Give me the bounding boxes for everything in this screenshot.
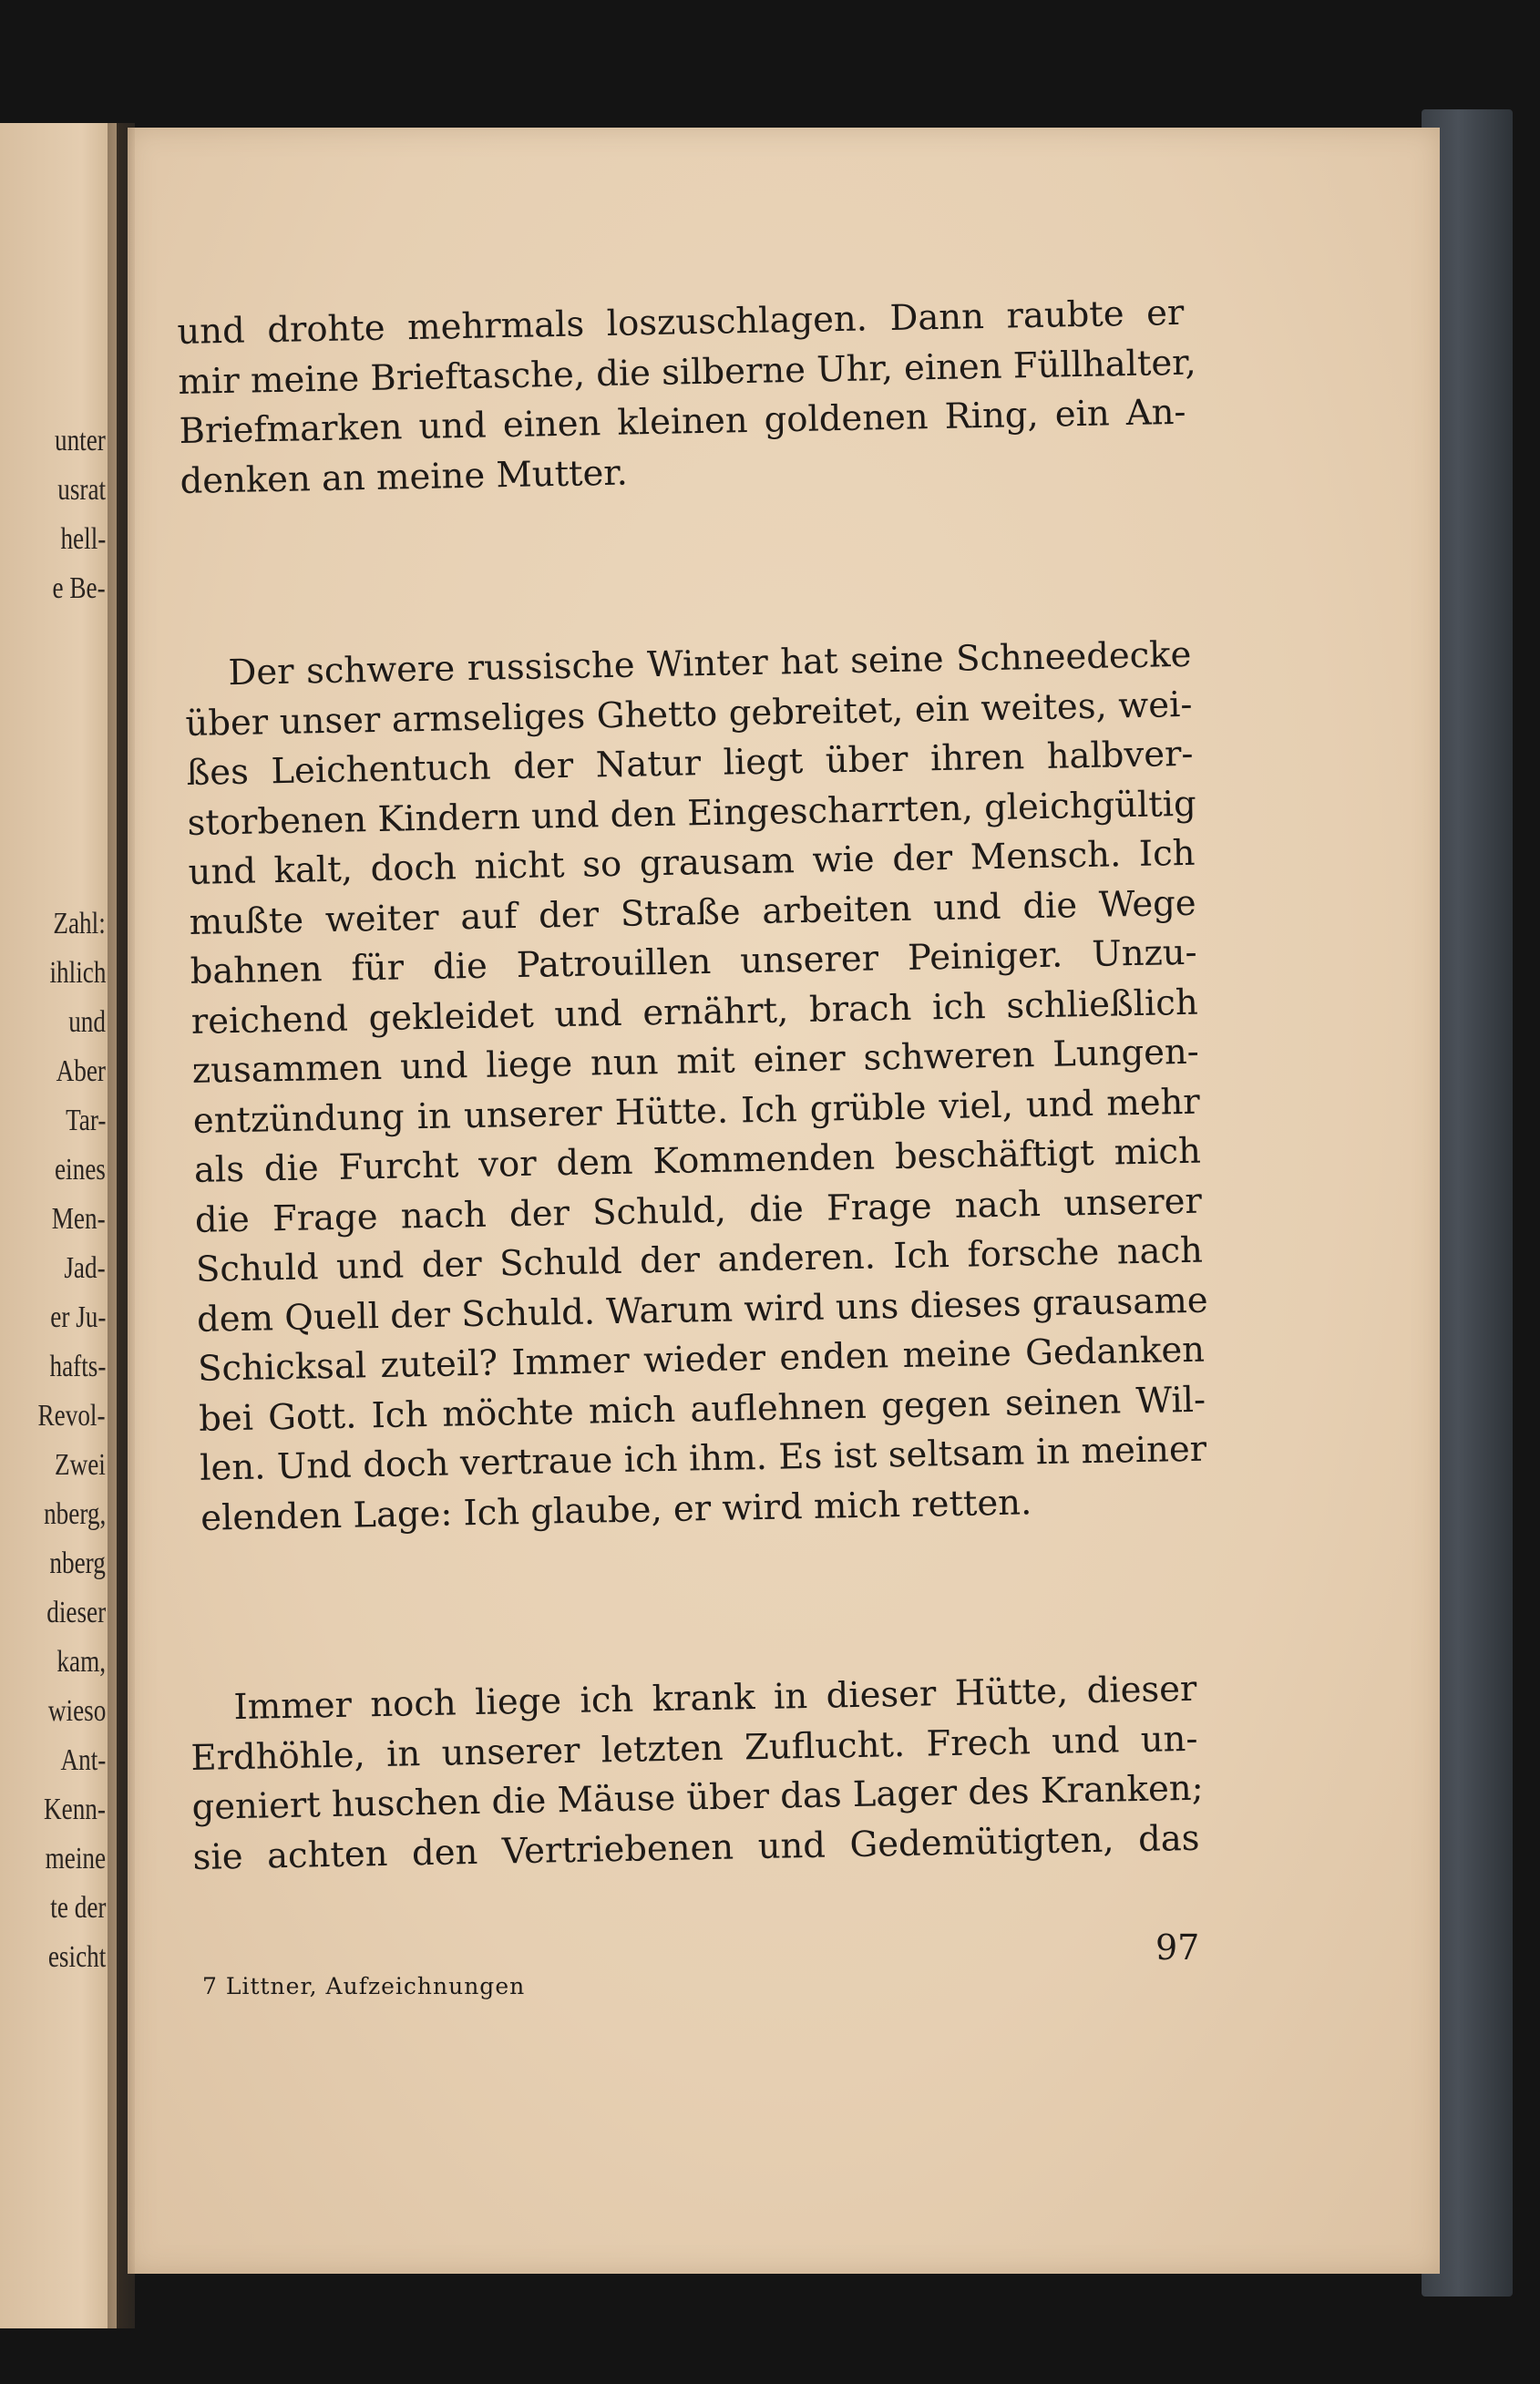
previous-page-fragment: Aber [56,1054,106,1088]
text-line: storbenen Kindern und den Eingescharrten, gleichgültig [187,783,1197,844]
text-line: len. Und doch vertraue ich ihm. Es ist seltsam in meiner [199,1428,1207,1489]
previous-page-fragment: usrat [57,473,106,507]
previous-page-fragment: nberg, [43,1497,106,1531]
previous-page-fragment: hafts- [49,1350,106,1383]
page-number: 97 [1155,1927,1200,1968]
text-line: denken an meine Mutter. [180,452,629,502]
text-line: sie achten den Vertriebenen und Gedemütigten, das [192,1817,1200,1878]
text-line: elenden Lage: Ich glaube, er wird mich retten. [200,1481,1032,1539]
previous-page-fragment: meine [45,1842,106,1875]
text-line: über unser armseliges Ghetto gebreitet, ein weites, wei- [185,683,1193,745]
text-line: zusammen und liege nun mit einer schweren Lungen- [191,1031,1200,1092]
previous-page-fragment: eines [55,1153,106,1187]
text-line: und kalt, doch nicht so grausam wie der Mensch. Ich [188,832,1196,893]
book-page [128,128,1440,2274]
text-line: ßes Leichentuch der Natur liegt über ihren halbver- [186,733,1194,794]
text-line: Immer noch liege ich krank in dieser Hütte, dieser [233,1668,1197,1729]
text-line: die Frage nach der Schuld, die Frage nach unserer [194,1180,1203,1241]
previous-page-fragment: ihlich [49,956,106,990]
text-line: Briefmarken und einen kleinen goldenen Ring, ein An- [179,391,1186,452]
text-line: dem Quell der Schuld. Warum wird uns dieses grausame [196,1279,1208,1341]
previous-page-fragment: esicht [47,1940,106,1974]
previous-page-fragment: dieser [46,1596,106,1629]
previous-page-fragment: Kenn- [44,1793,106,1826]
previous-page-fragment: er Ju- [49,1300,106,1334]
previous-page-fragment: Zahl: [53,907,106,940]
spine-gutter [108,123,135,2328]
previous-page-fragment: kam, [56,1645,106,1679]
previous-page-fragment: e Be- [52,571,106,605]
text-line: entzündung in unserer Hütte. Ich grüble viel, und mehr [192,1081,1201,1142]
previous-page [0,123,117,2328]
previous-page-fragment: wieso [47,1694,106,1728]
previous-page-fragment: und [68,1005,106,1039]
paragraph-3 [190,1665,1205,1883]
text-line: bei Gott. Ich möchte mich auflehnen gegen seinen Wil- [198,1379,1206,1440]
previous-page-fragment: hell- [60,522,106,556]
text-line: reichend gekleidet und ernährt, brach ich schließlich [190,981,1199,1043]
text-line: Schuld und der Schuld der anderen. Ich forsche nach [195,1229,1204,1290]
text-line: geniert huschen die Mäuse über das Lager des Kranken; [191,1767,1205,1828]
text-line: mir meine Brieftasche, die silberne Uhr, einen Füllhalter, [178,342,1196,403]
text-line: und drohte mehrmals loszuschlagen. Dann raubte er [177,292,1185,353]
text-line: mußte weiter auf der Straße arbeiten und die Wege [189,882,1196,943]
previous-page-fragment: nberg [49,1547,106,1580]
paragraph-2 [184,631,1208,1544]
previous-page-fragment: Jad- [64,1251,106,1285]
printer-signature: 7 Littner, Aufzeichnungen [202,1973,526,1999]
previous-page-fragment: Revol- [37,1399,106,1433]
previous-page-fragment: unter [55,424,106,457]
text-line: bahnen für die Patrouillen unserer Peiniger. Unzu- [190,931,1198,992]
previous-page-fragment: Men- [52,1202,106,1236]
text-line: Schicksal zuteil? Immer wieder enden meine Gedanken [197,1329,1206,1390]
text-line: Erdhöhle, in unserer letzten Zuflucht. Frech und un- [190,1718,1198,1779]
text-line: als die Furcht vor dem Kommenden beschäftigt mich [193,1130,1202,1191]
previous-page-fragment: Zwei [55,1448,106,1482]
text-line: Der schwere russische Winter hat seine Schneedecke [228,633,1192,694]
previous-page-fragment: te der [49,1891,106,1925]
previous-page-fragment: Tar- [65,1104,106,1137]
previous-page-fragment: Ant- [60,1743,106,1777]
paragraph-1 [177,289,1196,507]
